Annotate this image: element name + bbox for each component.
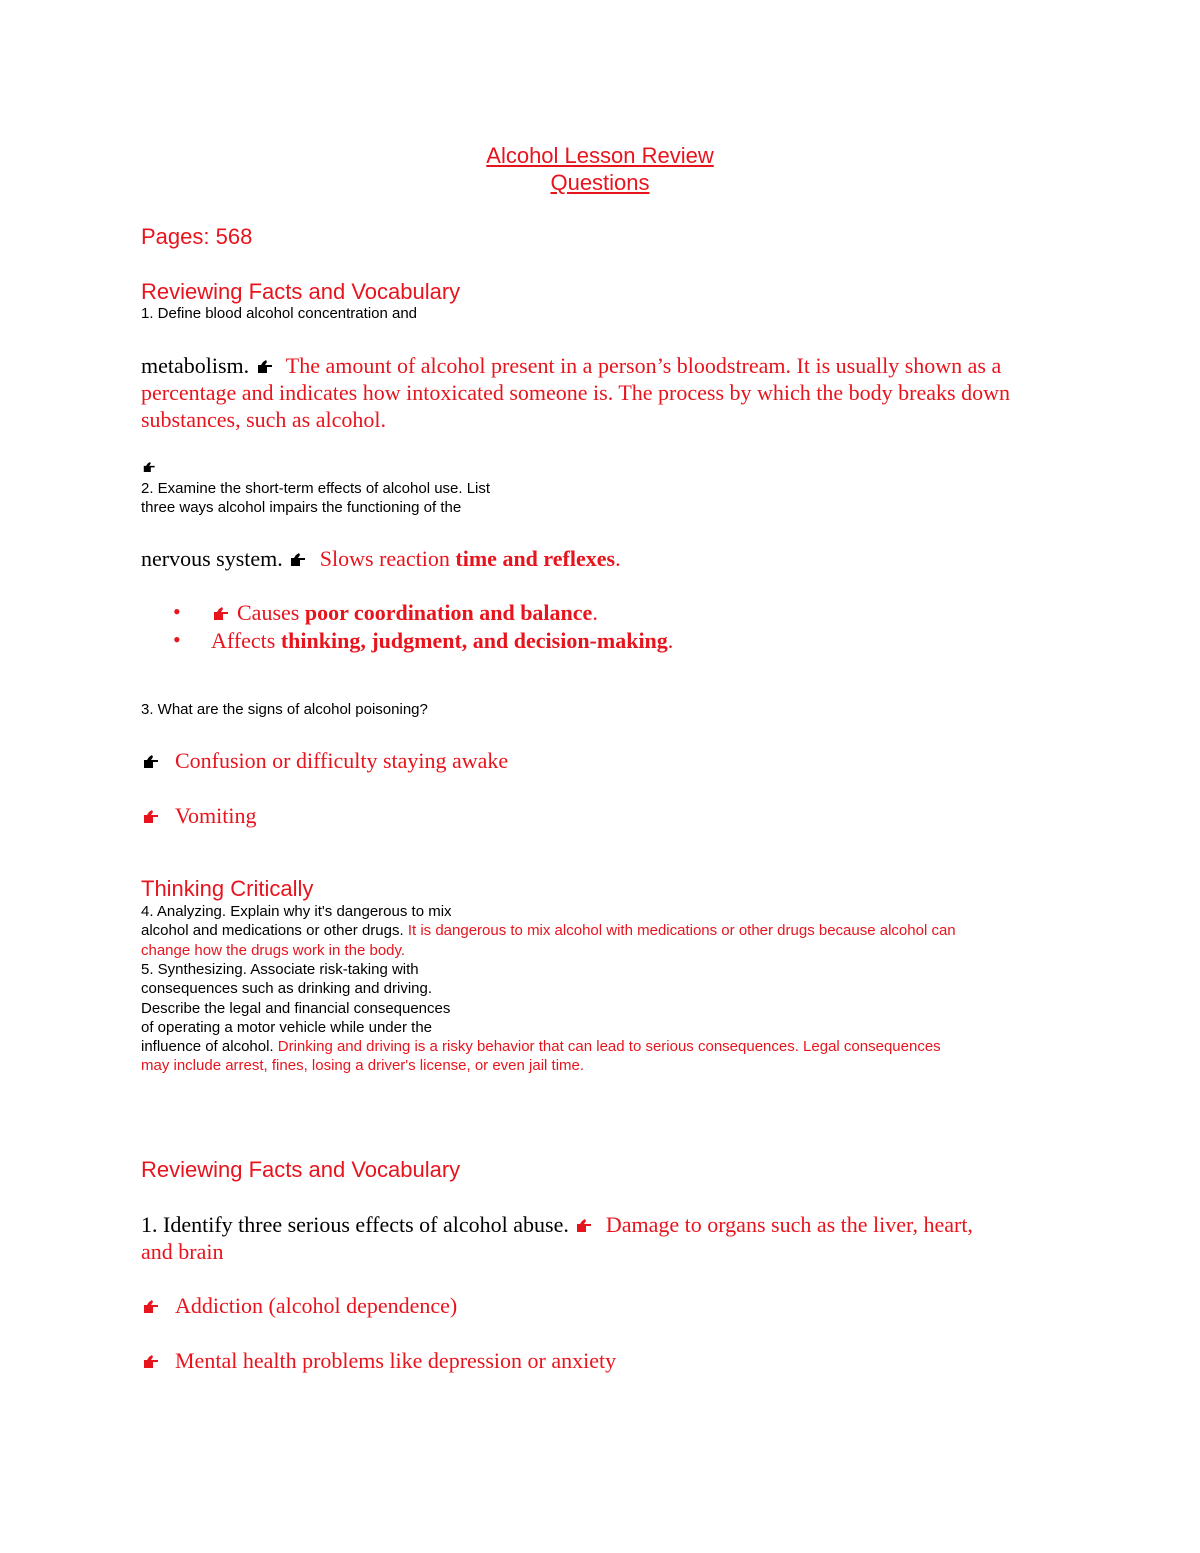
section-3-answer-line-1: Damage to organs such as the liver, heart, (605, 1212, 973, 1237)
question-1-answer-block (141, 352, 1061, 433)
document-subtitle: Questions (550, 170, 650, 195)
question-3: 3. What are the signs of alcohol poisoning? (141, 701, 428, 718)
question-4-answer-part-1: It is dangerous to mix alcohol with medications or other drugs because alcohol can (407, 922, 956, 939)
question-1-small: 1. Define blood alcohol concentration and (141, 305, 418, 322)
bullet-item-1 (213, 599, 598, 626)
bullet-1-end: . (592, 600, 598, 625)
question-1-term: metabolism. (141, 353, 250, 378)
bullet-2-plain: Affects (211, 628, 281, 653)
question-5-answer-part-2: may include arrest, fines, losing a driver's license, or even jail time. (141, 1057, 585, 1074)
section-3-answer-line-2: and brain (141, 1239, 224, 1264)
question-4-answer-part-2: change how the drugs work in the body. (141, 942, 406, 959)
question-5-line-3: Describe the legal and financial consequences (141, 1000, 451, 1017)
section-3-answer-2 (141, 1292, 457, 1319)
question-5-line-4: of operating a motor vehicle while under the (141, 1019, 433, 1036)
section-3-answer-3 (141, 1347, 616, 1374)
writing-hand-icon (143, 1354, 161, 1369)
question-3-answer-1 (141, 747, 508, 774)
writing-hand-icon (143, 460, 157, 478)
pages-label: Pages: 568 (141, 224, 253, 249)
bullet-2-end: . (667, 628, 674, 653)
writing-hand-icon (213, 606, 231, 621)
question-2-answer-end: . (615, 546, 621, 571)
question-4-line-1: 4. Analyzing. Explain why it's dangerous to mix (141, 903, 452, 920)
writing-hand-icon (576, 1218, 594, 1233)
writing-hand-icon (257, 359, 275, 374)
answer-text: Mental health problems like depression or anxiety (175, 1348, 617, 1373)
section-3-question-1 (141, 1211, 973, 1238)
bullet-dot: • (173, 627, 181, 652)
question-4-line-2 (141, 921, 956, 940)
question-1-answer: The amount of alcohol present in a person’s bloodstream. It is usually shown as a percentage and indicates how intoxicated someone is. The process by which the body breaks down substances, such as alcohol. (141, 353, 1010, 432)
bullet-2-bold: thinking, judgment, and decision-making (280, 628, 668, 653)
question-5-line-2: consequences such as drinking and driving. (141, 980, 433, 997)
section-heading-thinking-critically: Thinking Critically (141, 876, 314, 901)
question-3-answer-2 (141, 802, 257, 829)
writing-hand-icon (143, 754, 161, 769)
section-heading-facts-2: Reviewing Facts and Vocabulary (141, 1157, 461, 1182)
section-heading-facts: Reviewing Facts and Vocabulary (141, 279, 461, 304)
answer-text: Vomiting (175, 803, 257, 828)
answer-text: Confusion or difficulty staying awake (175, 748, 509, 773)
question-5-text: influence of alcohol. (141, 1038, 274, 1055)
section-3-question-text: 1. Identify three serious effects of alcohol abuse. (141, 1212, 569, 1237)
bullet-1-plain: Causes (237, 600, 305, 625)
bullet-1-bold: poor coordination and balance (304, 600, 593, 625)
question-2-line-1: 2. Examine the short-term effects of alcohol use. List (141, 480, 491, 497)
question-2-answer-bold: time and reflexes (455, 546, 616, 571)
question-2-answer-plain: Slows reaction (319, 546, 456, 571)
document-title: Alcohol Lesson Review (486, 143, 714, 168)
question-5-answer-part-1: Drinking and driving is a risky behavior that can lead to serious consequences. Legal consequences (277, 1038, 941, 1055)
question-2-line-2: three ways alcohol impairs the functioning of the (141, 499, 462, 516)
bullet-dot: • (173, 599, 181, 624)
writing-hand-icon (143, 809, 161, 824)
question-2-term: nervous system. (141, 546, 283, 571)
writing-hand-icon (290, 552, 308, 567)
bullet-item-2 (211, 627, 673, 654)
question-4-text: alcohol and medications or other drugs. (141, 922, 404, 939)
question-5-line-1: 5. Synthesizing. Associate risk-taking with (141, 961, 419, 978)
answer-text: Addiction (alcohol dependence) (175, 1293, 458, 1318)
question-5-line-5 (141, 1037, 941, 1056)
question-2-answer-line (141, 545, 621, 572)
writing-hand-icon (143, 1299, 161, 1314)
